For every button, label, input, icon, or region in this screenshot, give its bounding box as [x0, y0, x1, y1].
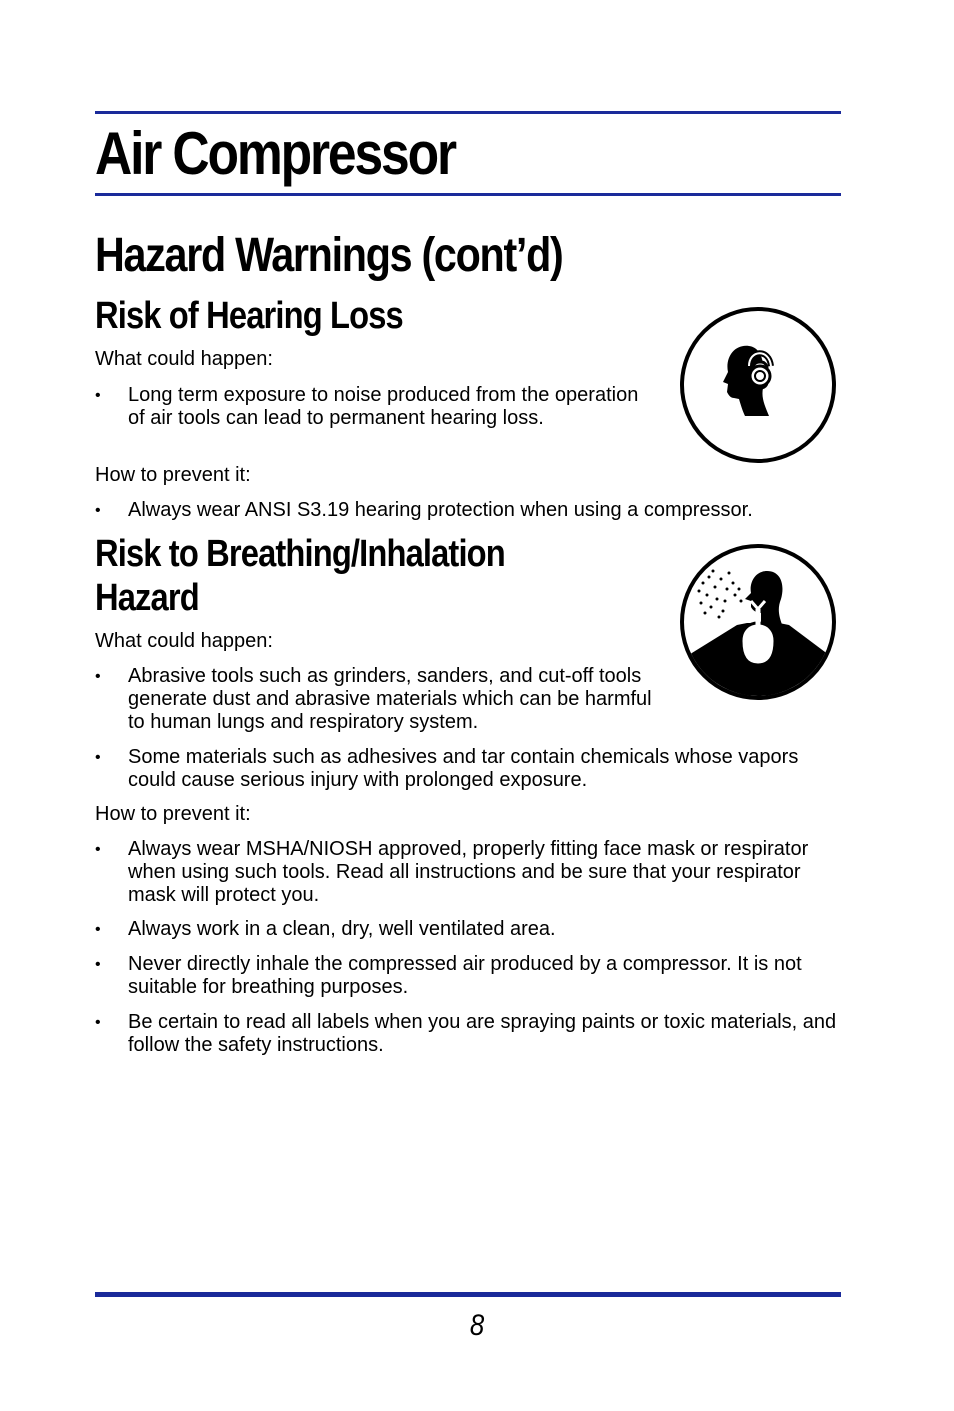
bullet-text: Always wear ANSI S3.19 hearing protection when using a compressor.	[128, 499, 753, 521]
bullet-marker: •	[95, 841, 101, 858]
bullet-text: Abrasive tools such as grinders, sanders, and cut-off tools generate dust and abrasive materials which can be harmful to human lungs and respiratory system.	[128, 665, 652, 733]
hearing-protection-icon	[679, 306, 837, 464]
bullet-text: Be certain to read all labels when you are spraying paints or toxic materials, and follow the safety instructions.	[128, 1011, 837, 1056]
top-rule	[95, 111, 841, 114]
breathing-how-label: How to prevent it:	[95, 803, 251, 825]
footer-rule	[95, 1292, 841, 1297]
bullet-text: Some materials such as adhesives and tar contain chemicals whose vapors could cause serious injury with prolonged exposure.	[128, 746, 799, 791]
breathing-how-item	[95, 918, 841, 941]
hearing-heading: Risk of Hearing Loss	[95, 295, 403, 337]
bullet-text: Long term exposure to noise produced from the operation of air tools can lead to permanent hearing loss.	[128, 384, 639, 429]
bullet-marker: •	[95, 502, 101, 519]
page-number: 8	[469, 1309, 485, 1342]
bullet-text: Always wear MSHA/NIOSH approved, properly fitting face mask or respirator when using such tools. Read all instructions and be sure that your respirator mask will protect you.	[128, 838, 809, 906]
breathing-how-item	[95, 953, 841, 999]
bullet-marker: •	[95, 956, 101, 973]
hearing-what-label: What could happen:	[95, 348, 273, 370]
bullet-text: Always work in a clean, dry, well ventilated area.	[128, 918, 556, 940]
section-title: Hazard Warnings (cont’d)	[95, 229, 563, 282]
bullet-marker: •	[95, 749, 101, 766]
breathing-how-item	[95, 1011, 841, 1057]
hearing-how-label: How to prevent it:	[95, 464, 251, 486]
bullet-marker: •	[95, 1014, 101, 1031]
bullet-marker: •	[95, 668, 101, 685]
inhalation-hazard-icon	[679, 543, 837, 701]
bullet-marker: •	[95, 387, 101, 404]
breathing-what-item	[95, 746, 841, 792]
breathing-heading-line2: Hazard	[95, 577, 199, 619]
document-title: Air Compressor	[95, 120, 455, 187]
bullet-marker: •	[95, 921, 101, 938]
hearing-how-item	[95, 499, 841, 522]
breathing-what-label: What could happen:	[95, 630, 273, 652]
breathing-how-item	[95, 838, 841, 907]
breathing-what-item	[95, 665, 670, 734]
bullet-text: Never directly inhale the compressed air produced by a compressor. It is not suitable for breathing purposes.	[128, 953, 802, 998]
breathing-heading	[95, 532, 505, 620]
breathing-heading-line1: Risk to Breathing/Inhalation	[95, 533, 505, 575]
hearing-what-item	[95, 384, 655, 430]
title-underline-rule	[95, 193, 841, 196]
